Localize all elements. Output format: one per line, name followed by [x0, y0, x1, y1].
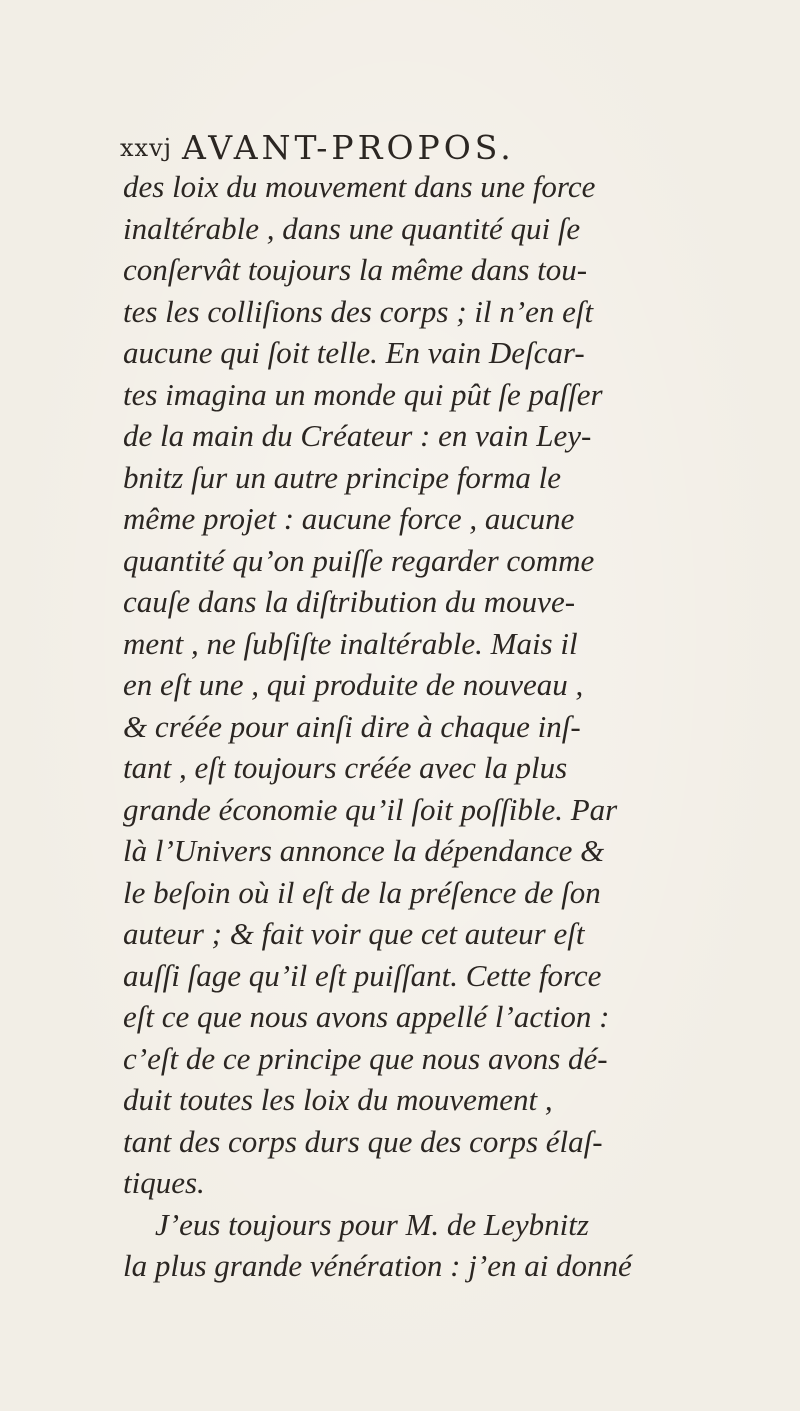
text-line: tes les colliſions des corps ; il n’en eſt [123, 293, 594, 329]
text-line: conſervât toujours la même dans tou- [123, 252, 588, 287]
text-line: tiques. [123, 1165, 205, 1200]
page-number: xxvj [120, 134, 173, 162]
text-line: tant des corps durs que des corps élaſ- [123, 1123, 603, 1159]
text-line: & créée pour ainſi dire à chaque inſ- [123, 708, 581, 744]
text-line: là l’Univers annonce la dépendance & [123, 833, 605, 868]
body-text [123, 166, 688, 1287]
text-line: en eſt une , qui produite de nouveau , [123, 667, 584, 702]
text-line: le beſoin où il eſt de la préſence de ſon [123, 874, 601, 910]
text-line: c’eſt de ce principe que nous avons dé- [123, 1040, 608, 1076]
text-line: eſt ce que nous avons appellé l’action : [123, 999, 610, 1034]
page-header [120, 128, 680, 168]
text-line: même projet : aucune force , aucune [123, 501, 575, 536]
text-line: duit toutes les loix du mouvement , [123, 1082, 553, 1117]
text-line: la plus grande vénération : j’en ai donné [123, 1248, 632, 1283]
text-line: tes imagina un monde qui pût ſe paſſer [123, 376, 603, 412]
text-line: de la main du Créateur : en vain Ley- [123, 418, 592, 453]
text-line: tant , eſt toujours créée avec la plus [123, 750, 568, 785]
text-line: ment , ne ſubſiſte inaltérable. Mais il [123, 625, 578, 661]
text-line: auteur ; & fait voir que cet auteur eſt [123, 916, 585, 951]
text-line: inaltérable , dans une quantité qui ſe [123, 210, 581, 246]
text-line: grande économie qu’il ſoit poſſible. Par [123, 791, 618, 827]
text-line: des loix du mouvement dans une force [123, 169, 596, 204]
text-line: bnitz ſur un autre principe forma le [123, 459, 561, 495]
text-line: cauſe dans la diſtribution du mouve- [123, 584, 576, 619]
text-line: quantité qu’on puiſſe regarder comme [123, 542, 595, 578]
text-line: auſſi ſage qu’il eſt puiſſant. Cette force [123, 957, 602, 993]
text-line: aucune qui ſoit telle. En vain Deſcar- [123, 335, 585, 370]
running-title: AVANT-PROPOS. [182, 128, 515, 167]
text-line-paragraph-start: J’eus toujours pour M. de Leybnitz [155, 1206, 589, 1242]
